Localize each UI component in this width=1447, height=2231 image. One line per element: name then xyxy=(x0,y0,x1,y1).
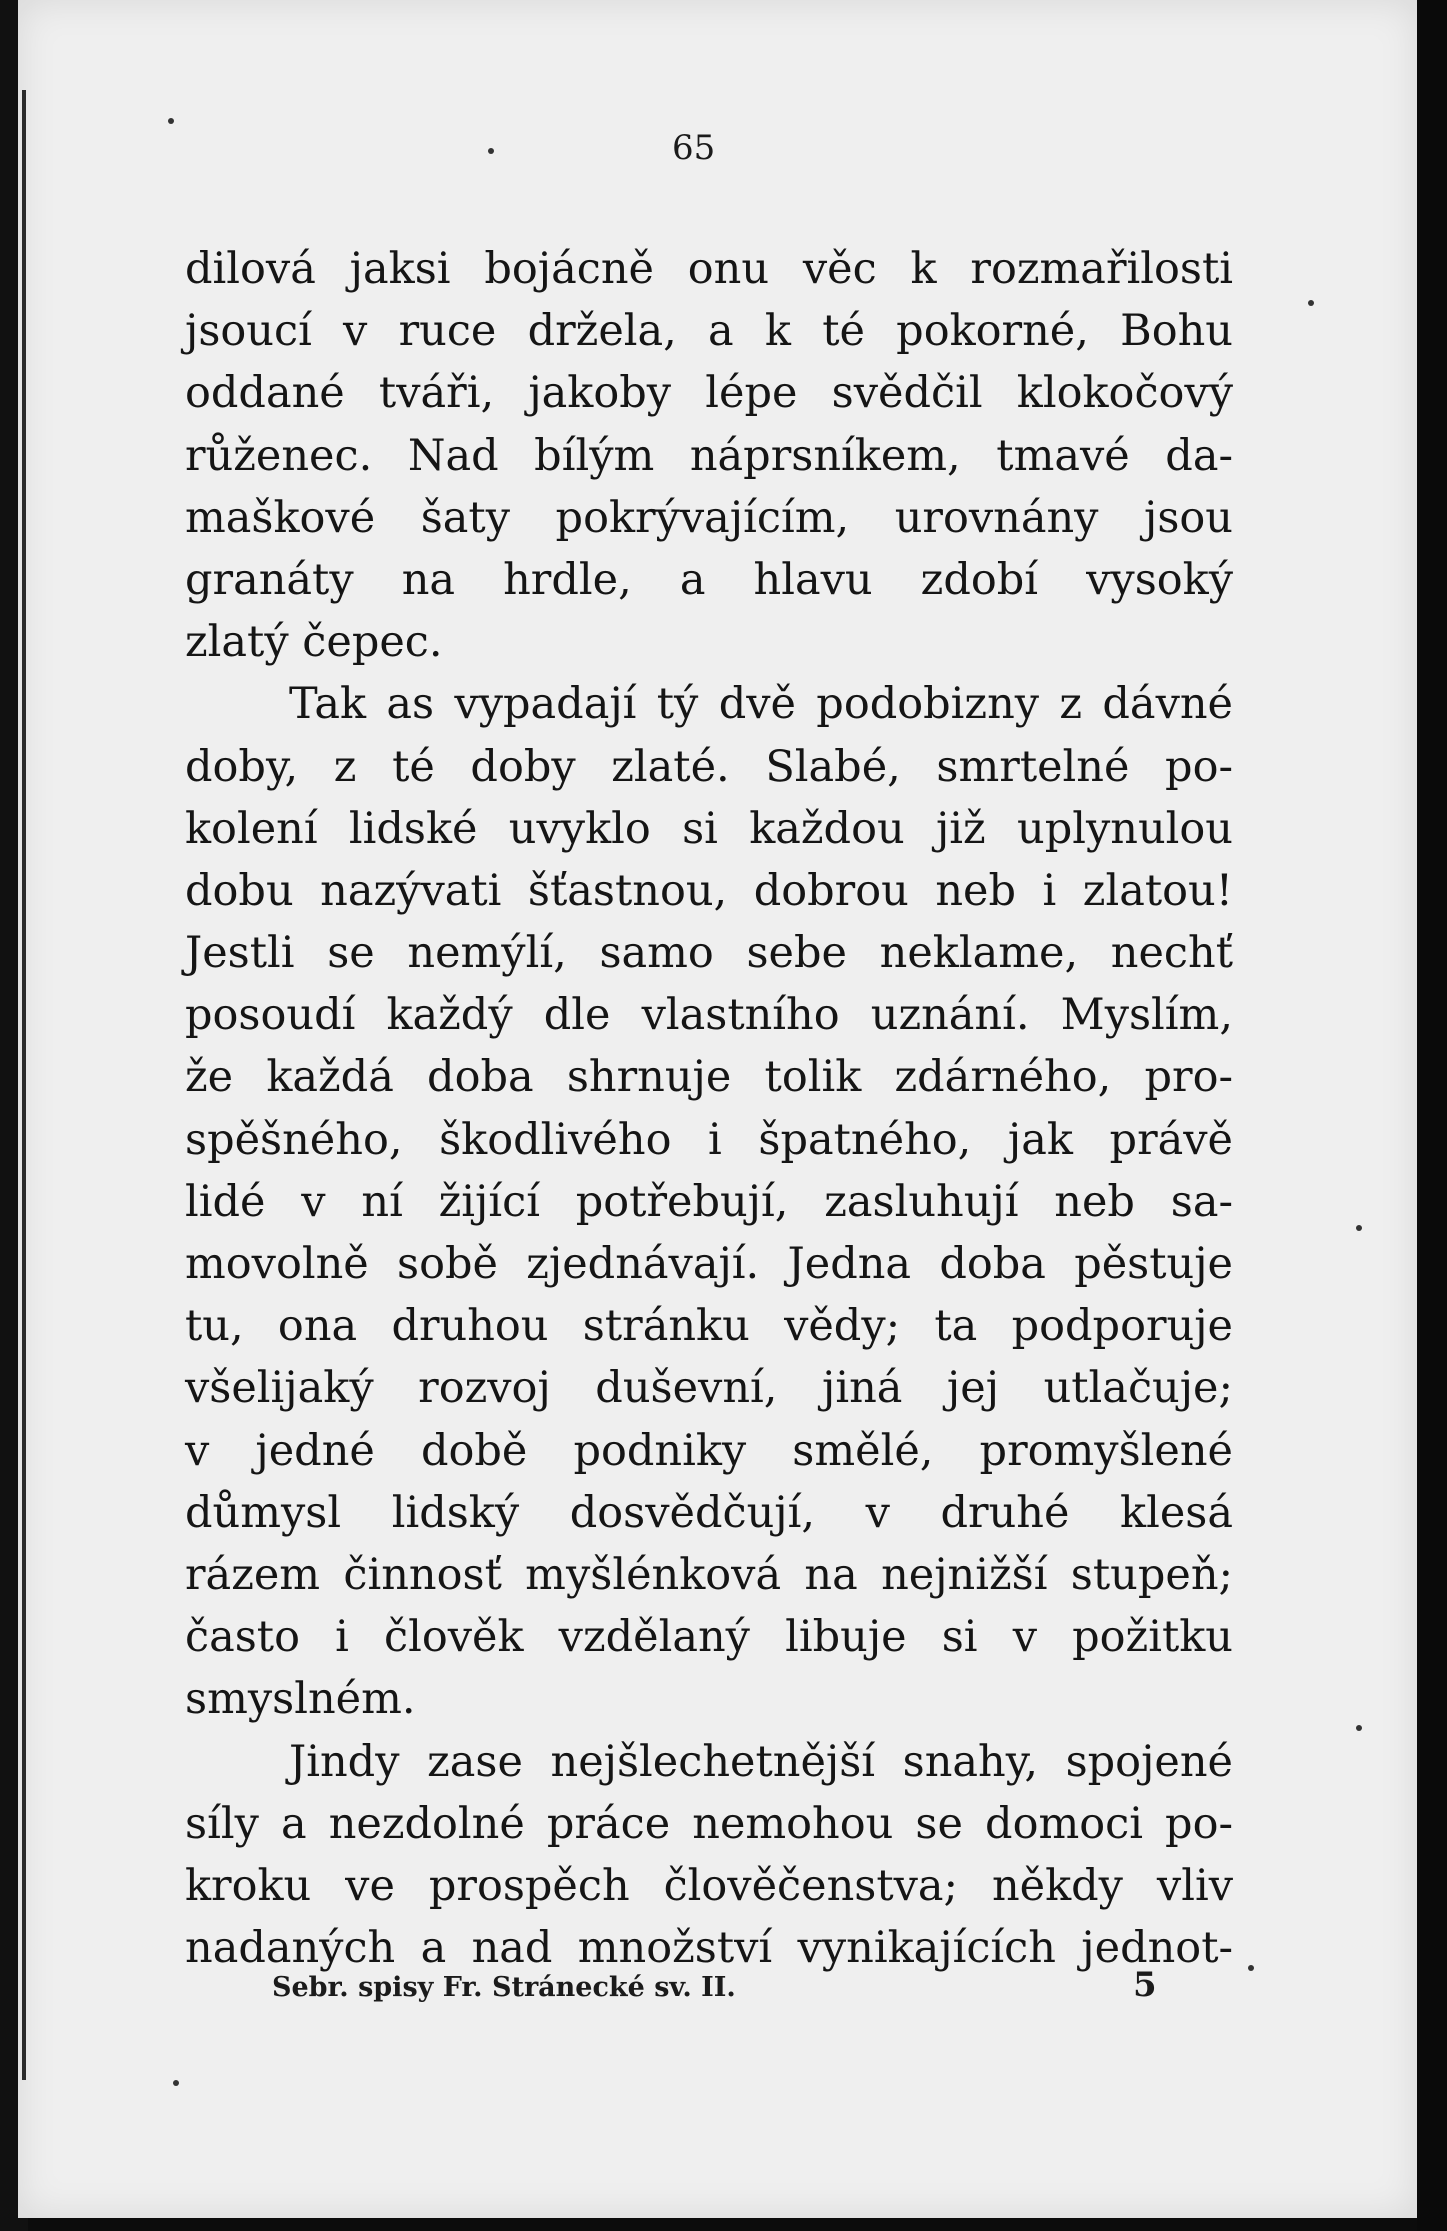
text-line: granáty na hrdle, a hlavu zdobí vysoký xyxy=(185,554,1233,605)
text-line: kolení lidské uvyklo si každou již uplynulou xyxy=(185,803,1233,854)
text-line: že každá doba shrnuje tolik zdárného, pro- xyxy=(185,1052,1233,1103)
print-speck xyxy=(1248,1965,1254,1971)
text-line: rázem činnosť myšlénková na nejnižší stupeň; xyxy=(185,1549,1233,1600)
body-text xyxy=(185,238,1233,1979)
text-line: často i člověk vzdělaný libuje si v požitku xyxy=(185,1612,1233,1663)
text-line: Tak as vypadají tý dvě podobizny z dávné xyxy=(289,679,1233,730)
text-line: důmysl lidský dosvědčují, v druhé klesá xyxy=(185,1487,1233,1538)
text-line: Jestli se nemýlí, samo sebe neklame, nechť xyxy=(185,928,1233,979)
text-line: nadaných a nad množství vynikajících jednot- xyxy=(185,1923,1233,1974)
print-speck xyxy=(1356,1225,1362,1231)
text-line: v jedné době podniky smělé, promyšlené xyxy=(185,1425,1233,1476)
text-line: maškové šaty pokrývajícím, urovnány jsou xyxy=(185,492,1233,543)
text-line: posoudí každý dle vlastního uznání. Myslím, xyxy=(185,990,1233,1041)
printer-signature-mark: 5 xyxy=(1133,1965,1157,2005)
text-line: spěšného, škodlivého i špatného, jak právě xyxy=(185,1114,1233,1165)
text-line: oddané tváři, jakoby lépe svědčil klokočový xyxy=(185,368,1233,419)
binding-shadow-line xyxy=(22,90,26,2080)
print-speck xyxy=(168,118,174,124)
footer-signature-line: Sebr. spisy Fr. Stránecké sv. II. xyxy=(272,1972,736,2003)
text-line: doby, z té doby zlaté. Slabé, smrtelné po- xyxy=(185,741,1233,792)
text-line: lidé v ní žijící potřebují, zasluhují neb sa- xyxy=(185,1176,1233,1227)
text-line: Jindy zase nejšlechetnější snahy, spojené xyxy=(289,1736,1233,1787)
text-line: smyslném. xyxy=(185,1674,416,1725)
text-line: všelijaký rozvoj duševní, jiná jej utlačuje; xyxy=(185,1363,1233,1414)
print-speck xyxy=(1356,1725,1362,1731)
text-line: kroku ve prospěch člověčenstva; někdy vliv xyxy=(185,1860,1233,1911)
page-right-edge xyxy=(1417,0,1447,2231)
text-line: dilová jaksi bojácně onu věc k rozmařilosti xyxy=(185,244,1233,294)
text-line: růženec. Nad bílým náprsníkem, tmavé da- xyxy=(185,430,1233,481)
text-line: síly a nezdolné práce nemohou se domoci po- xyxy=(185,1798,1233,1849)
text-line: jsoucí v ruce držela, a k té pokorné, Bohu xyxy=(185,306,1233,357)
text-line: zlatý čepec. xyxy=(185,617,443,668)
text-line: movolně sobě zjednávají. Jedna doba pěstuje xyxy=(185,1239,1233,1289)
print-speck xyxy=(488,148,494,154)
text-line: tu, ona druhou stránku vědy; ta podporuje xyxy=(185,1301,1233,1352)
page-number: 65 xyxy=(672,128,716,168)
print-speck xyxy=(1308,300,1314,306)
print-speck xyxy=(173,2080,179,2086)
text-line: dobu nazývati šťastnou, dobrou neb i zlatou! xyxy=(185,865,1233,916)
